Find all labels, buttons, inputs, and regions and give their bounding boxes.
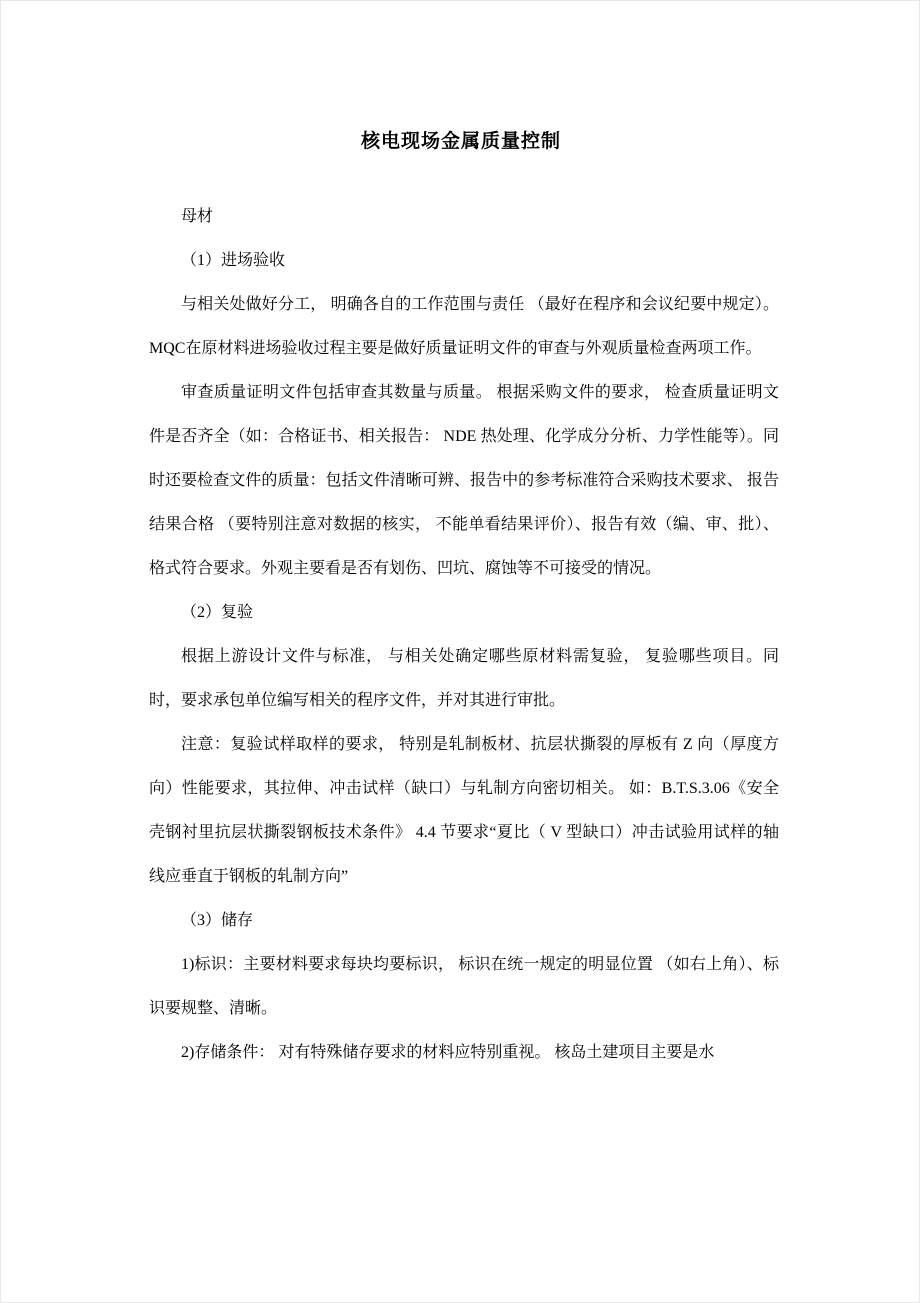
paragraph-section-2-body-1: 根据上游设计文件与标准， 与相关处确定哪些原材料需复验， 复验哪些项目。同时，要求承包单位编写相关的程序文件，并对其进行审批。 [149, 648, 779, 709]
paragraph-section-3-item-2: 2)存储条件： 对有特殊储存要求的材料应特别重视。 核岛土建项目主要是水 [181, 1044, 715, 1061]
paragraph-section-3-item-1: 1)标识：主要材料要求每块均要标识， 标识在统一规定的明显位置 （如右上角）、标识要规整、清晰。 [149, 956, 779, 1017]
paragraph-section-2-heading: （2）复验 [181, 604, 254, 621]
paragraph-section-1-body-1: 与相关处做好分工， 明确各自的工作范围与责任 （最好在程序和会议纪要中规定）。 MQC在原材料进场验收过程主要是做好质量证明文件的审查与外观质量检查两项工作。 [149, 296, 779, 357]
paragraph-section-1-heading: （1）进场验收 [181, 252, 286, 269]
paragraph-section-1-body-2: 审查质量证明文件包括审查其数量与质量。 根据采购文件的要求， 检查质量证明文件是否齐全（如：合格证书、相关报告： NDE 热处理、化学成分分析、力学性能等）。同时还要检查文件的质量：包括文件清晰可辨、报告中的参考标准符合采购技术要求、 报告结果合格 （要特别注意对数据的核实， 不能单看结果评价）、报告有效（编、审、批）、格式符合要求。外观主要看是否有划伤、凹坑、腐蚀等不可接受的情况。 [149, 384, 779, 577]
paragraph-section-2-body-2: 注意：复验试样取样的要求， 特别是轧制板材、抗层状撕裂的厚板有 Z 向（厚度方向）性能要求，其拉伸、冲击试样（缺口）与轧制方向密切相关。 如：B.T.S.3.06《安全壳钢衬里抗层状撕裂钢板技术条件》 4.4 节要求“夏比（ V 型缺口）冲击试验用试样的轴线应垂直于钢板的轧制方向” [149, 736, 779, 885]
paragraph-base-material-heading: 母材 [181, 208, 214, 225]
paragraph-section-3-heading: （3）储存 [181, 912, 254, 929]
page-title: 核电现场金属质量控制 [360, 131, 561, 152]
document-body [149, 195, 779, 1075]
